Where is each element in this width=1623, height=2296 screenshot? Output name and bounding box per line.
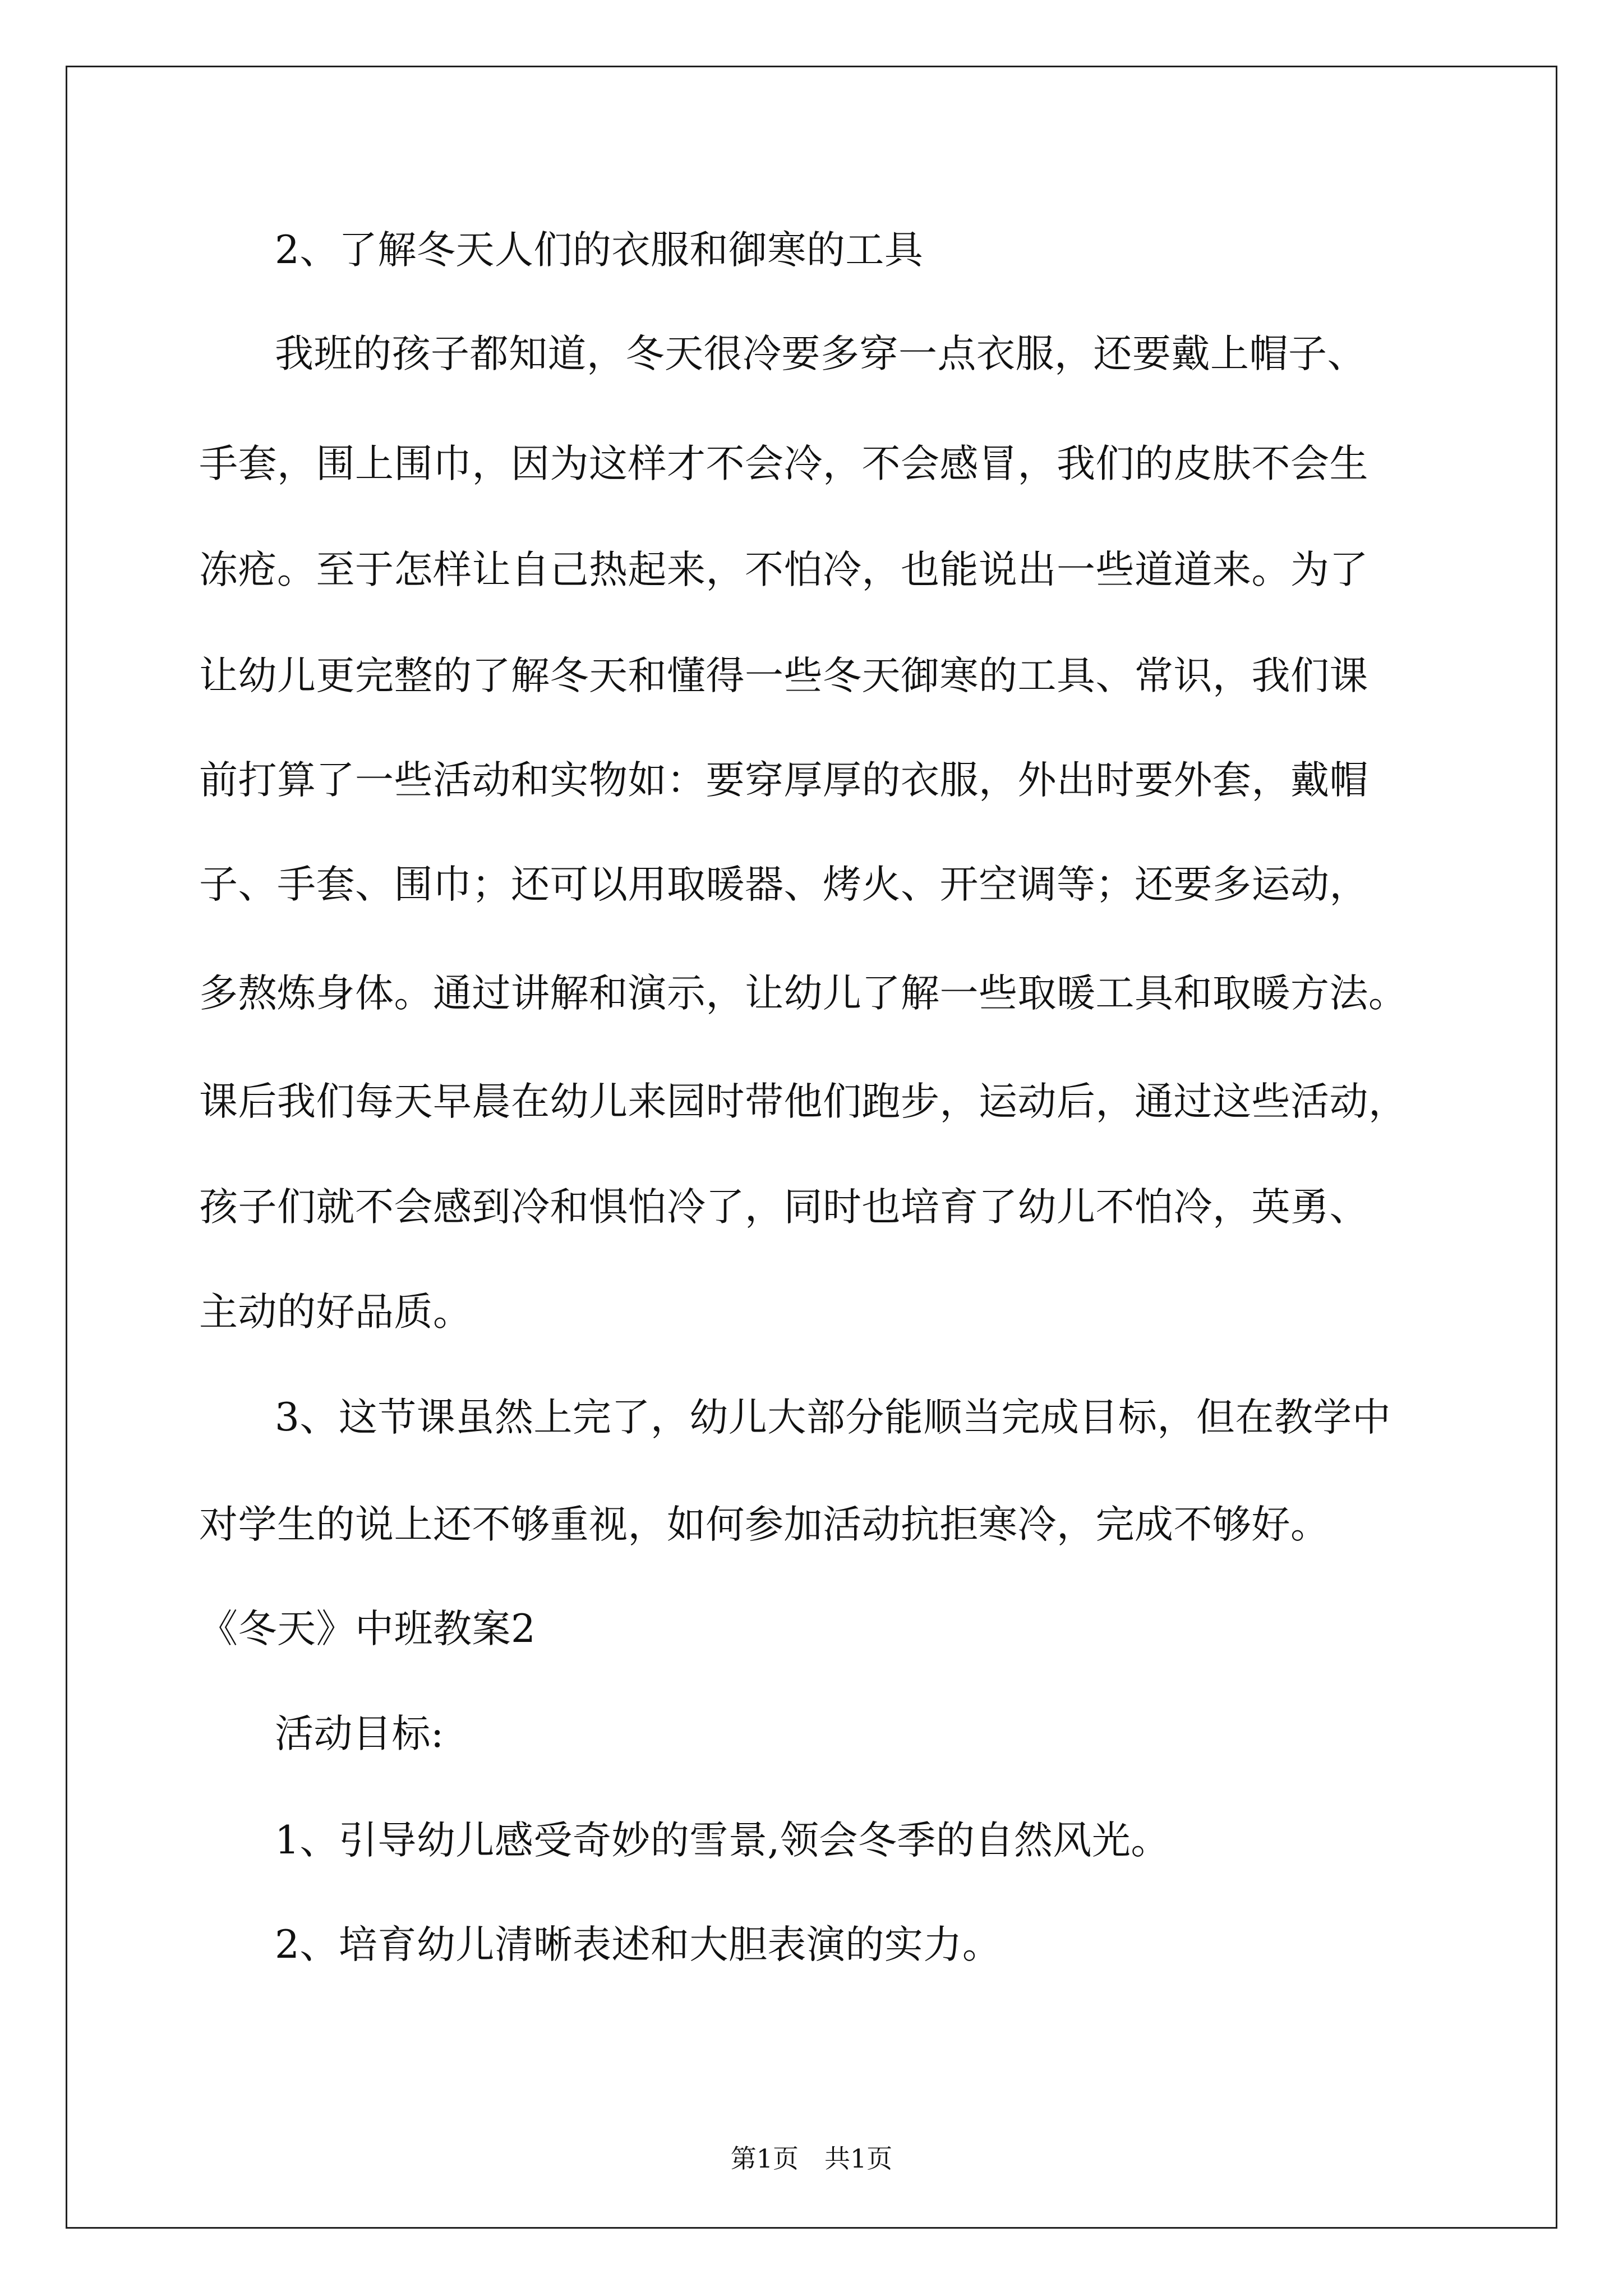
paragraph-line: 孩子们就不会感到冷和惧怕冷了，同时也培育了幼儿不怕冷，英勇、 <box>199 1185 1368 1230</box>
paragraph-line: 1、引导幼儿感受奇妙的雪景,领会冬季的自然风光。 <box>275 1818 1170 1863</box>
paragraph-line: 冻疮。至于怎样让自己热起来，不怕冷，也能说出一些道道来。为了 <box>199 547 1368 592</box>
paragraph-line: 主动的好品质。 <box>199 1290 472 1335</box>
page-border <box>66 66 1557 2229</box>
paragraph-line: 2、了解冬天人们的衣服和御寒的工具 <box>275 228 924 273</box>
paragraph-line: 我班的孩子都知道，冬天很冷要多穿一点衣服，还要戴上帽子、 <box>275 332 1366 376</box>
paragraph-line: 前打算了一些活动和实物如：要穿厚厚的衣服，外出时要外套，戴帽 <box>199 758 1368 803</box>
paragraph-line: 活动目标: <box>275 1711 444 1756</box>
paragraph-line: 手套，围上围巾，因为这样才不会冷，不会感冒，我们的皮肤不会生 <box>199 441 1368 486</box>
paragraph-line: 对学生的说上还不够重视，如何参加活动抗拒寒冷，完成不够好。 <box>199 1502 1330 1547</box>
paragraph-line: 课后我们每天早晨在幼儿来园时带他们跑步，运动后，通过这些活动， <box>199 1079 1408 1124</box>
section-heading: 《冬天》中班教案2 <box>199 1607 536 1651</box>
paragraph-line: 让幼儿更完整的了解冬天和懂得一些冬天御寒的工具、常识，我们课 <box>199 654 1368 698</box>
paragraph-line: 多熬炼身体。通过讲解和演示，让幼儿了解一些取暖工具和取暖方法。 <box>199 971 1408 1016</box>
page-number-footer: 第1页 共1页 <box>730 2143 893 2174</box>
paragraph-line: 子、手套、围巾；还可以用取暖器、烤火、开空调等；还要多运动， <box>199 862 1368 907</box>
paragraph-line: 3、这节课虽然上完了，幼儿大部分能顺当完成目标，但在教学中 <box>275 1395 1391 1440</box>
paragraph-line: 2、培育幼儿清晰表述和大胆表演的实力。 <box>275 1922 1002 1967</box>
